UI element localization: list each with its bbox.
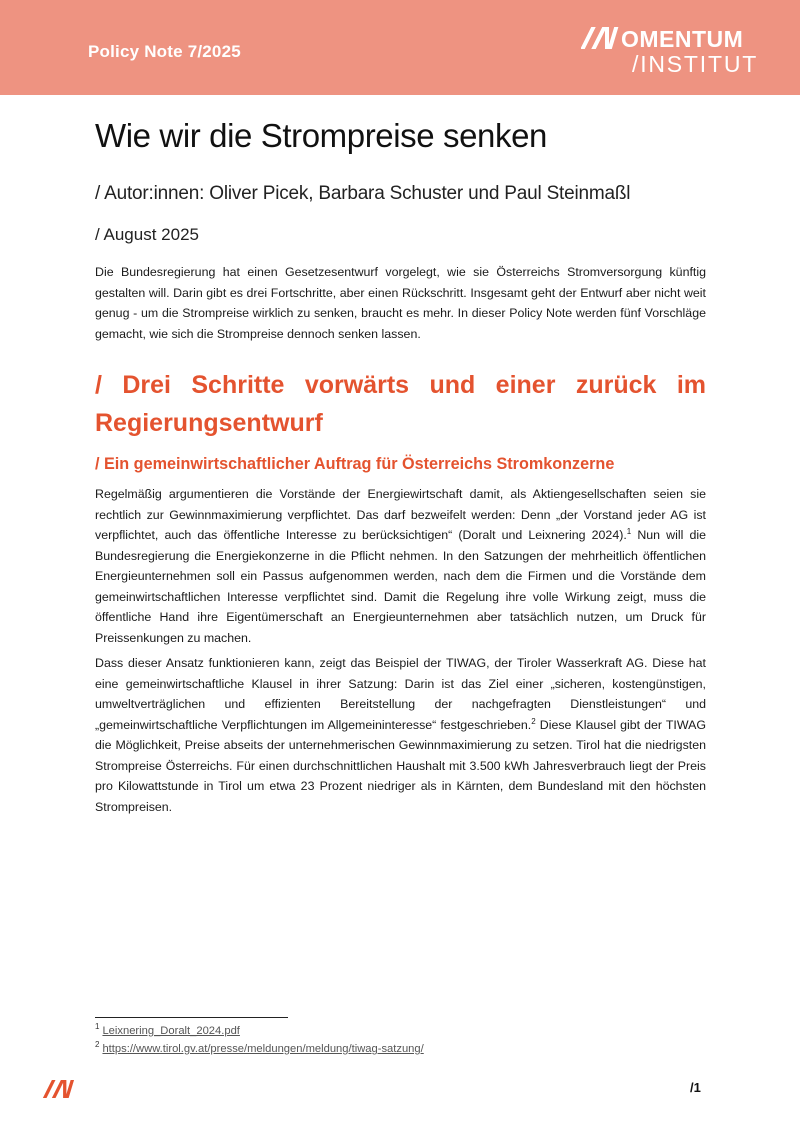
para2-text-b: Diese Klausel gibt der TIWAG die Möglichkeit, Preise abseits der unternehmerischen Gewinnmaximierung zu setzen. Tirol hat die niedrigsten Strompreise Österreichs. Für einen durchschnittlichen Haushalt mit 3.500 kWh Jahresverbrauch liegt der Preis pro Kilowattstunde in Tirol um etwa 23 Prozent niedriger als in Kärnten, dem Bundesland mit den höchsten Strompreisen. [95,717,707,814]
footnote-link-2[interactable]: https://www.tirol.gv.at/presse/meldungen/meldung/tiwag-satzung/ [102,1043,424,1055]
footnote-divider [95,1017,288,1018]
date-line: / August 2025 [95,225,199,244]
logo-word-momentum: OMENTUM [621,26,744,52]
footnote-link-1[interactable]: Leixnering_Doralt_2024.pdf [102,1025,240,1037]
footnote-number: 1 [95,1022,100,1032]
footnote-ref-2[interactable]: 2 [531,716,536,726]
footnotes [95,1022,424,1058]
page-number: /1 [690,1080,701,1095]
momentum-logo [581,27,761,77]
para1-text-a: Regelmäßig argumentieren die Vorstände der Energiewirtschaft damit, als Aktiengesellschaften seien sie rechtlich zur Gewinnmaximierung verpflichtet. Das darf bezweifelt werden: Denn „der Vorstand jeder AG ist verpflichtet, auch das öffentliche Interesse zu berücksichtigen“ (Doralt und Leixnering 2024). [95,487,706,542]
intro-paragraph: Die Bundesregierung hat einen Gesetzesentwurf vorgelegt, wie sie Österreichs Stromversorgung künftig gestalten will. Darin gibt es drei Fortschritte, aber einen Rückschritt. Insgesamt geht der Entwurf aber nicht weit genug - um die Strompreise wirklich zu senken, braucht es mehr. In dieser Policy Note werden fünf Vorschläge gemacht, wie sich die Strompreise dennoch senken lassen. [95,265,706,341]
page-title: Wie wir die Strompreise senken [95,117,547,154]
subsection-heading: / Ein gemeinwirtschaftlicher Auftrag für Österreichs Stromkonzerne [95,455,615,473]
authors-line: / Autor:innen: Oliver Picek, Barbara Schuster und Paul Steinmaßl [95,183,631,204]
para2-text-a: Dass dieser Ansatz funktionieren kann, zeigt das Beispiel der TIWAG, der Tiroler Wasserkraft AG. Diese hat eine gemeinwirtschaftliche Klausel in ihrer Satzung: Darin ist das Ziel einer „sicheren, kostengünstigen, umweltverträglichen und effizienten Bereitstellung der nachgefragten Dienstleistungen“ und „gemeinwirtschaftliche Verpflichtungen im Allgemeininteresse“ festgeschrieben. [95,656,706,732]
para1-text-b: Nun will die Bundesregierung die Energiekonzerne in die Pflicht nehmen. In den Satzungen der mehrheitlich öffentlichen Energieunternehmen soll ein Passus aufgenommen werden, nach dem die Firmen und die Vorstände dem gemeinwirtschaftlichen Interesse verpflichtet sind. Damit die Regelung ihre volle Wirkung zeigt, muss die öffentliche Hand ihre Eigentümerschaft an Energieunternehmen aber tatsächlich nutzen, um Druck für Preissenkungen zu machen. [95,528,706,645]
section-heading: / Drei Schritte vorwärts und einer zurück im Regierungsentwurf [95,371,706,437]
body-paragraph-1 [95,484,706,648]
footnote-number: 2 [95,1040,100,1050]
header-bar [0,0,800,95]
footnote-item [95,1022,424,1040]
footnote-ref-1[interactable]: 1 [626,526,632,536]
footer-logo-icon [42,1080,76,1098]
logo-mark-icon [581,27,619,49]
logo-word-institut: /INSTITUT [632,51,759,77]
footnote-item [95,1040,424,1058]
body-paragraph-2 [95,653,706,817]
policy-note-label: Policy Note 7/2025 [88,42,241,61]
